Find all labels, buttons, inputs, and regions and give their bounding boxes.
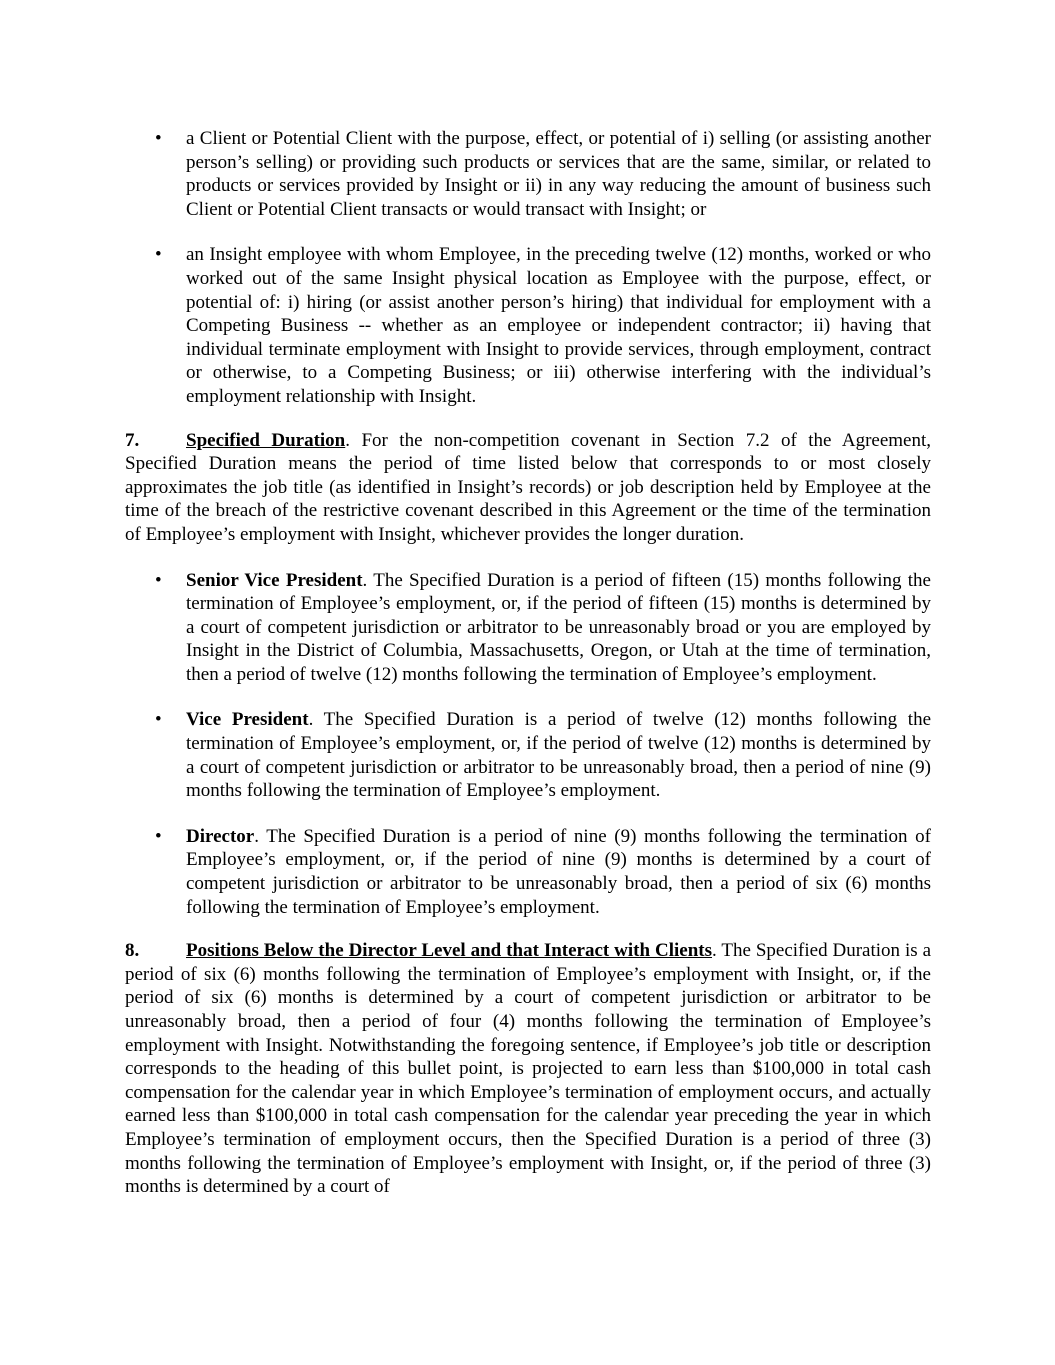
document-body xyxy=(125,127,931,1199)
bullet-icon: • xyxy=(155,128,162,149)
bullet-icon: • xyxy=(155,569,162,591)
section-7 xyxy=(125,429,931,547)
list-item: • a Client or Potential Client with the purpose, effect, or potential of i) selling (or assisting another person’s selling) or providing such products or services that are the same, similar, or related to products or services provided by Insight or ii) in any way reducing the amount of business such Client or Potential Client transacts or would transact with Insight; or xyxy=(155,128,931,220)
section-title: Specified Duration xyxy=(186,429,346,451)
list-item: • an Insight employee with whom Employee, in the preceding twelve (12) months, worked or who worked out of the same Insight physical location as Employee with the purpose, effect, or potential of: i) hiring (or assist another person’s hiring) that individual for employment with a Competing Business -- whether as an employee or independent contractor; ii) having that individual terminate employment with Insight to provide services, through employment, contract or otherwise, to a Competing Business; or iii) otherwise interfering with the individual’s employment relationship with Insight. xyxy=(155,244,931,407)
bullet-icon: • xyxy=(155,709,162,731)
section-8 xyxy=(125,939,931,1199)
duration-list xyxy=(125,569,931,920)
section-text: . The Specified Duration is a period of six (6) months following the termination of Employee’s employment with Insight, or, if the period of six (6) months is determined by a court of competent jurisdiction or arbitrator to be unreasonably broad, then a period of four (4) months following the termination of Employee’s employment with Insight. Notwithstanding the foregoing sentence, if Employee’s job title or description corresponds to the heading of this bullet point, is projected to earn less than $100,000 in total cash compensation for the calendar year in which Employee’s termination of employment occurs, and actually earned less than $100,000 in total cash compensation for the calendar year preceding the year in which Employee’s termination of employment occurs, then the Specified Duration is a period of three (3) months following the termination of Employee’s employment with Insight, or, if the period of three (3) months is determined by a court of xyxy=(125,940,932,1198)
section-number: 7. xyxy=(125,429,140,451)
item-lead: Director xyxy=(186,825,255,847)
list-item: • Director. The Specified Duration is a period of nine (9) months following the termination of Employee’s employment, or, if the period of nine (9) months is determined by a court of competent jurisdiction or arbitrator to be unreasonably broad, then a period of six (6) months following the termination of Employee’s employment. xyxy=(155,825,931,918)
section-title: Positions Below the Director Level and that Interact with Clients xyxy=(186,940,713,962)
list-item: • Senior Vice President. The Specified Duration is a period of fifteen (15) months following the termination of Employee’s employment, or, if the period of fifteen (15) months is determined by a court of competent jurisdiction or arbitrator to be unreasonably broad or you are employed by Insight in the District of Columbia, Massachusetts, Oregon, or Utah at the time of termination, then a period of twelve (12) months following the termination of Employee’s employment. xyxy=(155,569,931,685)
section-text: . For the non-competition covenant in Section 7.2 of the Agreement, Specified Duration means the period of time listed below that corresponds to or most closely approximates the job title (as identified in Insight’s records) or job description held by Employee at the time of the breach of the restrictive covenant described in this Agreement or the time of the termination of Employee’s employment with Insight, whichever provides the longer duration. xyxy=(125,429,932,545)
section-number: 8. xyxy=(125,940,140,962)
item-lead: Senior Vice President xyxy=(186,569,363,591)
item-lead: Vice President xyxy=(186,709,309,731)
prohibited-contacts-list xyxy=(125,127,931,409)
bullet-icon: • xyxy=(155,244,162,266)
list-item: • Vice President. The Specified Duration is a period of twelve (12) months following the termination of Employee’s employment, or, if the period of twelve (12) months is determined by a court of competent jurisdiction or arbitrator to be unreasonably broad, then a period of nine (9) months following the termination of Employee’s employment. xyxy=(155,709,931,802)
bullet-icon: • xyxy=(155,825,162,847)
